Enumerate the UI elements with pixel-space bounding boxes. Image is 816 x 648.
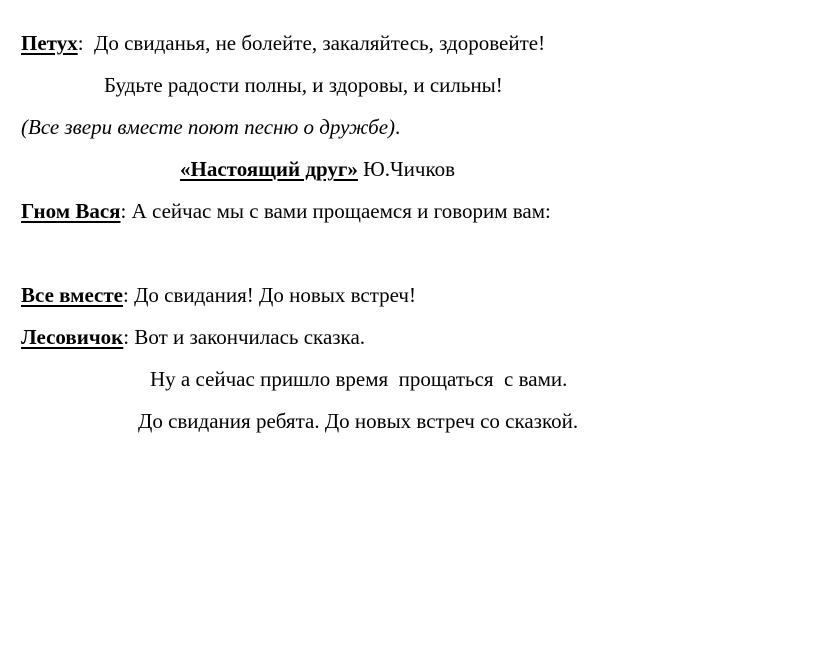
line-lesovichok-continued-2	[117, 382, 578, 460]
lesovichok-text-continued-2: До свидания ребята. До новых встреч со сказкой.	[138, 409, 579, 433]
gnome-vasya-text: : А сейчас мы с вами прощаемся и говорим вам:	[120, 199, 551, 223]
all-together-text: : До свидания! До новых встреч!	[122, 283, 416, 307]
line-gnome-vasya	[0, 172, 551, 250]
song-title: «Настоящий друг»	[180, 157, 358, 181]
rooster-text: : До свиданья, не болейте, закаляйтесь, здоровейте!	[77, 31, 546, 55]
speaker-lesovichok: Лесовичок	[21, 325, 124, 349]
lesovichok-text: : Вот и закончилась сказка.	[123, 325, 366, 349]
song-author: Ю.Чичков	[357, 157, 455, 181]
stage-direction-period: .	[395, 115, 401, 139]
stage-direction: (Все звери вместе поют песню о дружбе)	[21, 115, 396, 139]
lesovichok-text-continued-1: Ну а сейчас пришло время прощаться с вами.	[150, 367, 568, 391]
speaker-rooster: Петух	[21, 31, 78, 55]
speaker-gnome-vasya: Гном Вася	[21, 199, 121, 223]
speaker-all-together: Все вместе	[21, 283, 123, 307]
rooster-text-continued: Будьте радости полны, и здоровы, и сильны!	[104, 73, 503, 97]
